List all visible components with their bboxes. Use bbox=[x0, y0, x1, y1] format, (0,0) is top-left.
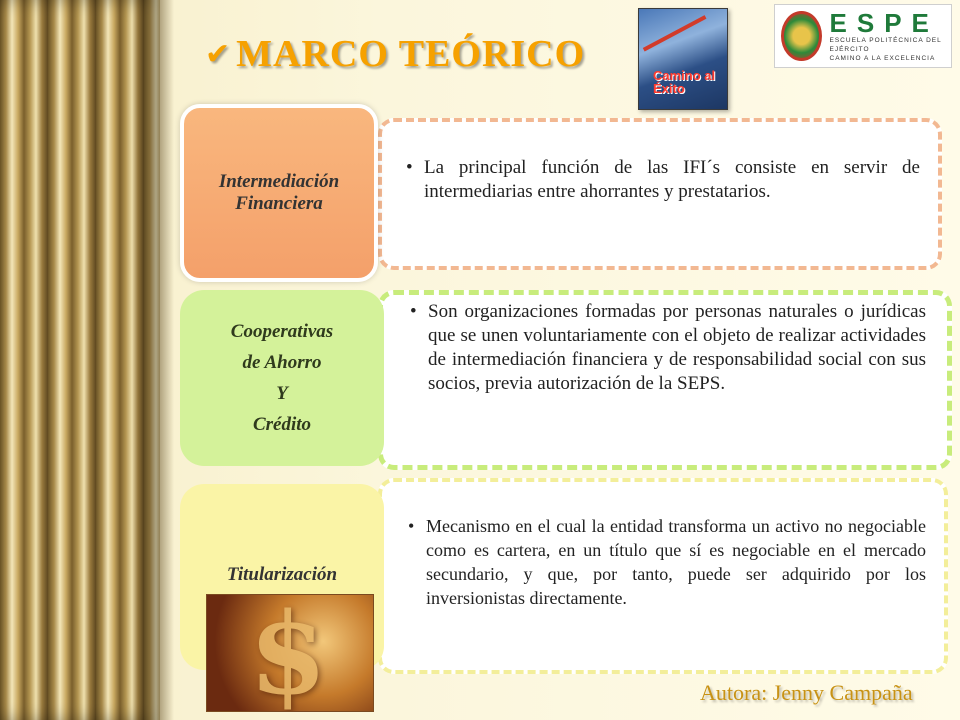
category-label: Intermediación Financiera bbox=[218, 171, 340, 214]
espe-logo bbox=[774, 4, 952, 68]
title-row bbox=[205, 32, 585, 76]
category-line: Cooperativas bbox=[230, 321, 334, 342]
category-line: de Ahorro bbox=[242, 352, 322, 373]
book-label: Camino al Éxito bbox=[653, 68, 716, 96]
logo-subtitle-1: ESCUELA POLITÉCNICA DEL EJÉRCITO bbox=[829, 36, 942, 53]
dollar-sign-icon: $ bbox=[249, 594, 327, 712]
category-intermediacion bbox=[180, 104, 378, 282]
logo-name: ESPE bbox=[829, 7, 939, 38]
row-text-cooperativas: • Son organizaciones formadas por personas naturales o jurídicas que se unen voluntariamente con el objeto de realizar actividades de intermediación financiera y de responsabilidad social con sus socios, previa autorización de la SEPS. bbox=[410, 300, 926, 396]
success-path-image bbox=[638, 8, 728, 110]
category-line: Y bbox=[276, 383, 288, 404]
author-credit: Autora: Jenny Campaña bbox=[700, 680, 913, 705]
logo-subtitle-2: CAMINO A LA EXCELENCIA bbox=[829, 54, 936, 62]
row-text-intermediacion: • La principal función de las IFI´s consiste en servir de intermediarias entre ahorrantes y prestatarios. bbox=[406, 156, 920, 204]
page-title: MARCO TEÓRICO bbox=[236, 33, 586, 75]
category-line: Crédito bbox=[252, 414, 312, 435]
decorative-pillar bbox=[0, 0, 160, 720]
row-text-titularizacion: • Mecanismo en el cual la entidad transforma un activo no negociable como es cartera, en un título que sí es negociable en el mercado secundario, y que, por tanto, puede ser adquirido por los inversionistas directamente. bbox=[408, 514, 926, 610]
category-label: Titularización bbox=[226, 564, 338, 585]
category-cooperativas bbox=[180, 290, 384, 466]
university-seal-icon bbox=[781, 11, 822, 61]
dollar-globe-image bbox=[206, 594, 374, 712]
checkmark-icon: ✔ bbox=[205, 36, 231, 72]
